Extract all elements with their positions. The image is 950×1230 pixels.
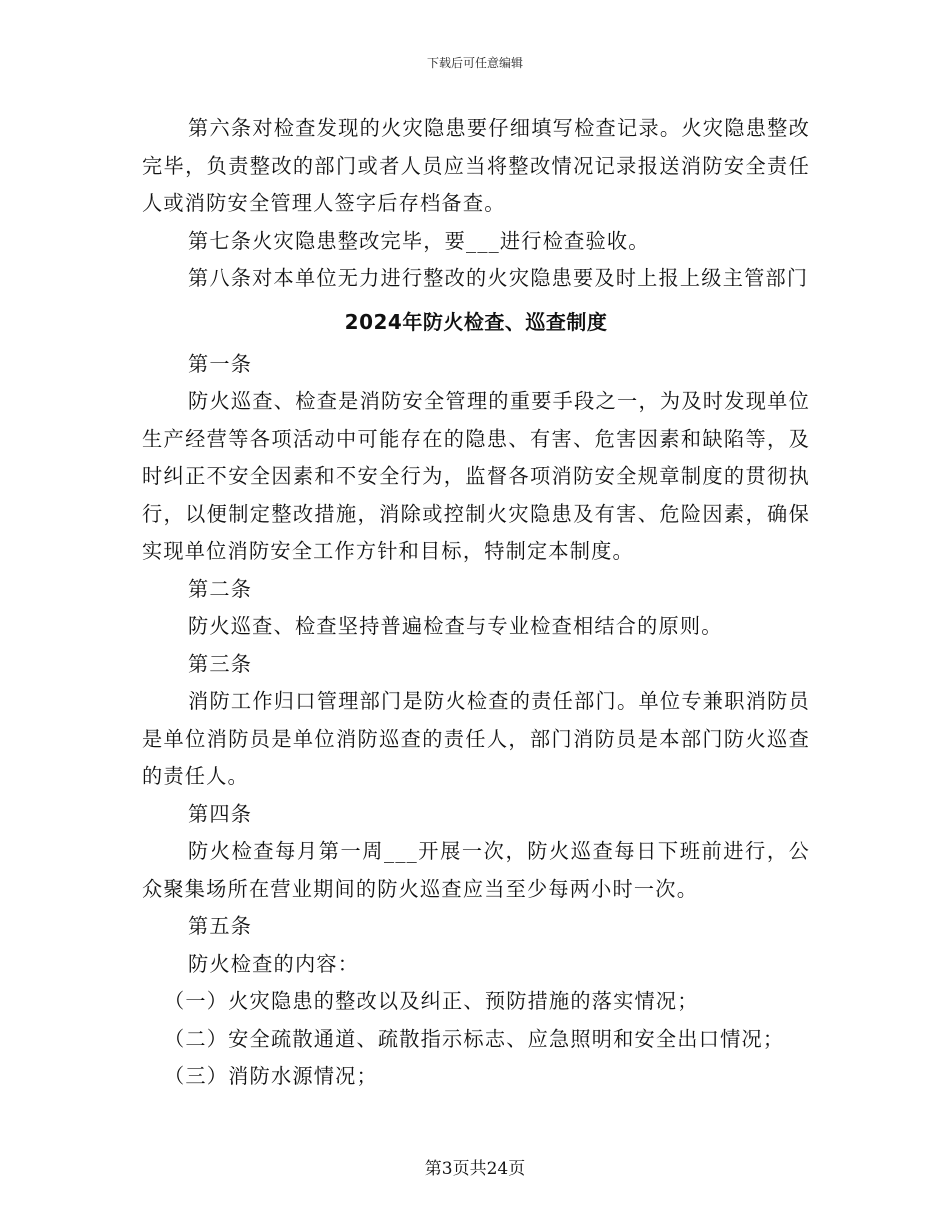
list-item-1: （一）火灾隐患的整改以及纠正、预防措施的落实情况； xyxy=(164,989,699,1013)
page-header-note: 下载后可任意编辑 xyxy=(426,56,523,70)
article-7-paragraph: 第七条火灾隐患整改完毕，要___进行检查验收。 xyxy=(188,228,650,253)
section-heading-3: 第三条 xyxy=(188,651,253,676)
section-body-5: 防火检查的内容： xyxy=(188,951,360,976)
section-heading-2: 第二条 xyxy=(188,576,253,601)
document-body xyxy=(142,110,810,1096)
section-heading-4: 第四条 xyxy=(188,801,253,826)
list-item-3: （三）消防水源情况； xyxy=(164,1064,378,1088)
section-body-1: 防火巡查、检查是消防安全管理的重要手段之一，为及时发现单位生产经营等各项活动中可能存在的隐患、有害、危害因素和缺陷等，及时纠正不安全因素和不安全行为，监督各项消防安全规章制度的贯彻执行，以便制定整改措施，消除或控制火灾隐患及有害、危险因素，确保实现单位消防安全工作方针和目标，特制定本制度。 xyxy=(142,389,810,563)
section-heading-5: 第五条 xyxy=(188,914,253,938)
section-body-4: 防火检查每月第一周___开展一次，防火巡查每日下班前进行，公众聚集场所在营业期间的防火巡查应当至少每两小时一次。 xyxy=(142,839,810,901)
article-8-paragraph: 第八条对本单位无力进行整改的火灾隐患要及时上报上级主管部门 xyxy=(188,266,809,290)
article-6-paragraph: 第六条对检查发现的火灾隐患要仔细填写检查记录。火灾隐患整改完毕，负责整改的部门或者人员应当将整改情况记录报送消防安全责任人或消防安全管理人签字后存档备查。 xyxy=(142,116,810,215)
section-body-3: 消防工作归口管理部门是防火检查的责任部门。单位专兼职消防员是单位消防员是单位消防巡查的责任人，部门消防员是本部门防火巡查的责任人。 xyxy=(142,689,810,788)
list-item-2: （二）安全疏散通道、疏散指示标志、应急照明和安全出口情况； xyxy=(164,1026,785,1051)
document-title: 2024年防火检查、巡查制度 xyxy=(344,309,608,334)
page-number-footer: 第3页共24页 xyxy=(424,1159,526,1179)
section-body-2: 防火巡查、检查坚持普遍检查与专业检查相结合的原则。 xyxy=(188,614,723,638)
section-heading-1: 第一条 xyxy=(188,351,253,376)
